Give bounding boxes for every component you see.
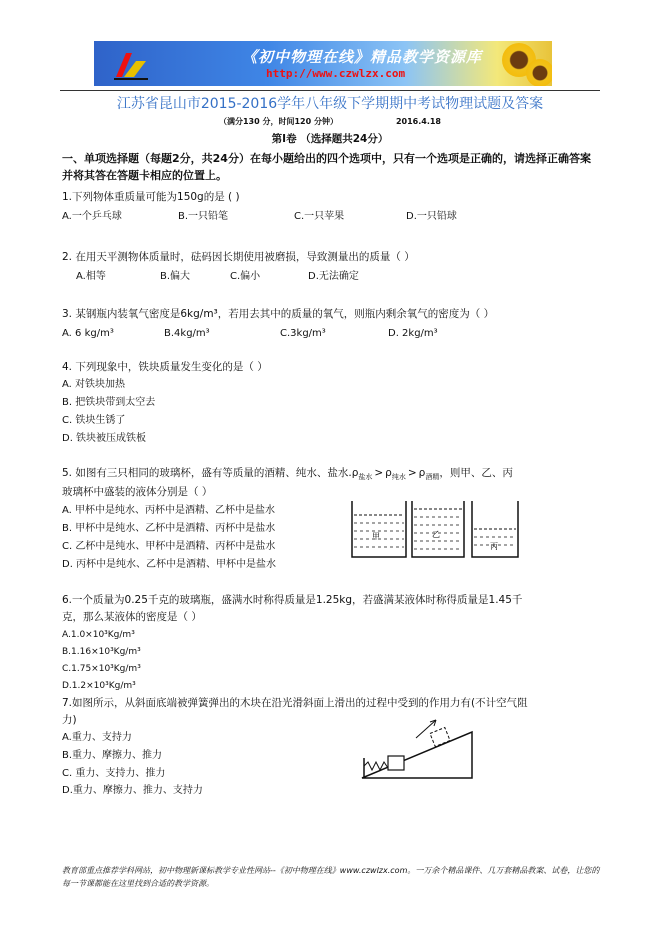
exam-meta: [60, 116, 600, 127]
wood-block: [388, 756, 404, 770]
question-3-stem: 3. 某钢瓶内装氧气密度是6kg/m³，若用去其中的质量的氧气，则瓶内剩余氧气的密度为（ ）: [62, 308, 495, 320]
option-d[interactable]: D.1.2×10³Kg/m³: [62, 681, 136, 691]
option-a[interactable]: A.重力、支持力: [62, 732, 132, 743]
option-c[interactable]: C.3kg/m³: [280, 328, 326, 339]
cup-yi: [412, 501, 464, 557]
question-6-stem: 6.一个质量为0.25千克的玻璃瓶，盛满水时称得质量是1.25kg，若盛满某液体时称得质量是1.45千: [62, 594, 523, 606]
banner-url[interactable]: http://www.czwlzx.com: [266, 67, 406, 80]
option-b[interactable]: B.重力、摩擦力、推力: [62, 750, 163, 761]
option-a[interactable]: A.1.0×10³Kg/m³: [62, 630, 135, 640]
option-d[interactable]: D. 2kg/m³: [388, 328, 438, 339]
option-c[interactable]: C. 重力、支持力、推力: [62, 768, 166, 779]
option-c[interactable]: C. 铁块生锈了: [62, 415, 126, 426]
option-c[interactable]: C.1.75×10³Kg/m³: [62, 664, 141, 674]
banner-title: 《初中物理在线》精品教学资源库: [242, 48, 483, 66]
question-5-stem: [62, 466, 513, 481]
exam-date: 2016.4.18: [395, 117, 441, 126]
incline-slope: [362, 732, 472, 778]
option-a[interactable]: A. 6 kg/m³: [62, 328, 114, 339]
subscript: 酒精: [425, 473, 440, 481]
motion-arrow: [416, 720, 436, 738]
question-5-stem-2: 玻璃杯中盛装的液体分别是（ ）: [62, 486, 213, 498]
stem-text: 5. 如图有三只相同的玻璃杯，盛有等质量的酒精、纯水、盐水.ρ: [62, 467, 359, 479]
banner: [94, 41, 552, 86]
cups-figure: [350, 497, 522, 561]
question-7-stem-2: 力): [62, 714, 77, 726]
option-b[interactable]: B.1.16×10³Kg/m³: [62, 647, 141, 657]
subscript: 盐水: [358, 473, 373, 481]
question-7-stem: 7.如图所示，从斜面底端被弹簧弹出的木块在沿光滑斜面上滑出的过程中受到的作用力有(不计空气阻: [62, 697, 528, 709]
page-title: 江苏省昆山市2015-2016学年八年级下学期期中考试物理试题及答案: [116, 96, 544, 112]
question-6-stem-2: 克，那么某液体的密度是（ ）: [62, 611, 202, 623]
option-d[interactable]: D.一只铅球: [406, 211, 457, 222]
option-b[interactable]: B. 甲杯中是纯水、乙杯中是酒精、丙杯中是盐水: [62, 523, 276, 534]
section-instructions: 一、单项选择题（每题2分，共24分）在每小题给出的四个选项中，只有一个选项是正确的，请选择正确答案并将其答在答题卡相应的位置上。: [62, 152, 591, 182]
cup-label-jia: 甲: [372, 532, 380, 541]
option-b[interactable]: B.偏大: [160, 271, 191, 282]
subscript: 纯水: [391, 473, 406, 481]
greater-than: >: [407, 467, 417, 479]
greater-than: >: [374, 467, 384, 479]
cup-jia: [352, 501, 406, 557]
question-2-stem: 2. 在用天平测物体质量时，砝码因长期使用被磨损，导致测量出的质量（ ）: [62, 251, 415, 263]
option-d[interactable]: D. 铁块被压成铁板: [62, 433, 147, 444]
question-4-stem: 4. 下列现象中，铁块质量发生变化的是（ ）: [62, 361, 268, 373]
score-time: （满分130 分，时间120 分钟）: [218, 117, 338, 126]
part-heading: 第Ⅰ卷 （选择题共24分）: [271, 133, 389, 145]
option-b[interactable]: B.4kg/m³: [164, 328, 210, 339]
stem-tail: ，则甲、乙、丙: [439, 467, 513, 479]
rho: ρ: [418, 467, 426, 479]
block-dashed: [430, 728, 450, 747]
option-c[interactable]: C. 乙杯中是纯水、甲杯中是酒精、丙杯中是盐水: [62, 541, 276, 552]
option-b[interactable]: B. 把铁块带到太空去: [62, 397, 156, 408]
option-c[interactable]: C.一只苹果: [294, 211, 345, 222]
question-1-stem: 1.下列物体重质量可能为150g的是 ( ): [62, 191, 240, 203]
option-a[interactable]: A. 甲杯中是纯水、丙杯中是酒精、乙杯中是盐水: [62, 505, 276, 516]
option-a[interactable]: A.相等: [76, 271, 106, 282]
cup-label-yi: 乙: [432, 530, 440, 539]
option-a[interactable]: A. 对铁块加热: [62, 379, 126, 390]
incline-figure: [356, 710, 478, 782]
option-c[interactable]: C.偏小: [230, 271, 261, 282]
cup-label-bing: 丙: [490, 542, 498, 551]
option-d[interactable]: D.无法确定: [308, 271, 359, 282]
logo-icon: [112, 47, 152, 81]
option-d[interactable]: D. 丙杯中是纯水、乙杯中是酒精、甲杯中是盐水: [62, 559, 277, 570]
header-rule: [60, 90, 600, 91]
rho: ρ: [385, 467, 392, 479]
footer-note: 教育部重点推荐学科网站，初中物理新课标教学专业性网站--《初中物理在线》www.czwlzx.com。一万余个精品课件、几万套精品教案、试卷，让您的每一节课都能在这里找到合适的教学资源。: [62, 866, 600, 888]
sunflower-icon: [526, 59, 552, 86]
option-a[interactable]: A.一个乒乓球: [62, 211, 122, 222]
option-d[interactable]: D.重力、摩擦力、推力、支持力: [62, 785, 203, 796]
option-b[interactable]: B.一只铅笔: [178, 211, 229, 222]
